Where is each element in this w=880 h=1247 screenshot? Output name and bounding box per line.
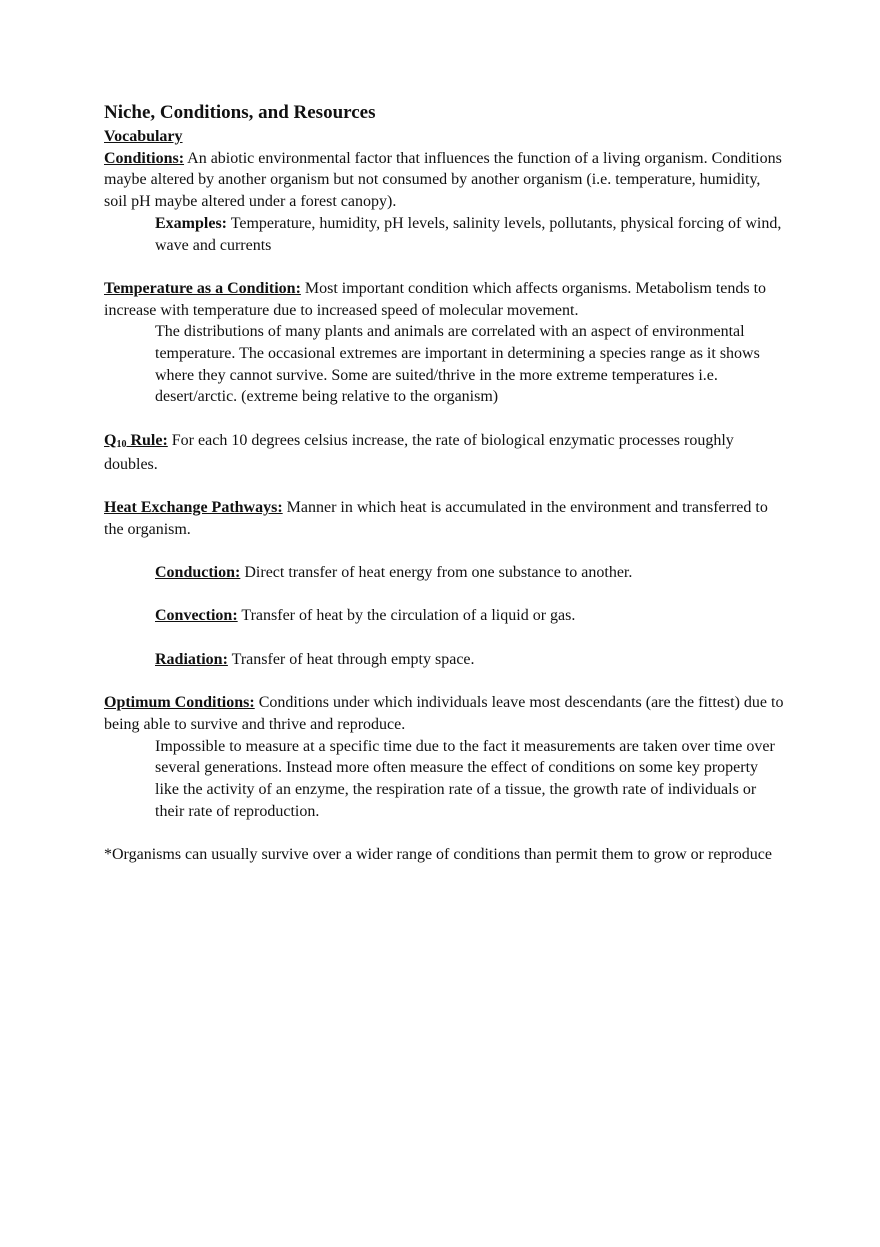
conditions-text: An abiotic environmental factor that influences the function of a living organism. Conditions maybe altered by another organism but not consumed by another organism (i.e. temperature, humidity, soil pH maybe altered under a forest canopy). (104, 149, 782, 211)
footnote: *Organisms can usually survive over a wider range of conditions than permit them to grow or reproduce (104, 846, 772, 864)
optimum-term: Optimum Conditions: (104, 694, 255, 712)
radiation-term: Radiation: (155, 650, 228, 668)
spacer (104, 627, 784, 649)
q10-text: For each 10 degrees celsius increase, the rate of biological enzymatic processes roughly doubles. (104, 431, 734, 473)
radiation-definition (104, 649, 784, 671)
vocabulary-heading: Vocabulary (104, 128, 183, 145)
conditions-definition (104, 148, 784, 213)
spacer (104, 822, 784, 844)
temperature-text: Most important condition which affects organisms. Metabolism tends to increase with temperature due to increased speed of molecular movement. (104, 279, 767, 319)
temperature-definition (104, 278, 784, 321)
conduction-term: Conduction: (155, 564, 241, 581)
temperature-term: Temperature as a Condition: (104, 279, 301, 297)
convection-definition (104, 605, 784, 627)
spacer (104, 475, 784, 497)
document-page (104, 100, 784, 866)
optimum-text: Conditions under which individuals leave most descendants (are the fittest) due to being able to survive and thrive and reproduce. (104, 694, 784, 733)
optimum-detail: Impossible to measure at a specific time due to the fact it measurements are taken over time over several generations. Instead more often measure the effect of conditions on some key property like the activity of an enzyme, the respiration rate of a tissue, the growth rate of individuals or their rate of reproduction. (155, 737, 775, 820)
heat-exchange-term: Heat Exchange Pathways: (104, 498, 283, 516)
spacer (104, 670, 784, 692)
convection-term: Convection: (155, 607, 238, 625)
q10-term-end: Rule: (126, 431, 168, 449)
q10-term-subscript: 10 (116, 438, 127, 450)
q10-term (104, 432, 168, 449)
spacer (104, 256, 784, 278)
conditions-examples (104, 213, 784, 256)
temperature-detail: The distributions of many plants and animals are correlated with an aspect of environmental temperature. The occasional extremes are important in determining a species range as it shows where they cannot survive. Some are suited/thrive in the more extreme temperatures i.e. desert/arctic. (extreme being relative to the organism) (155, 323, 760, 406)
page-title: Niche, Conditions, and Resources (104, 102, 376, 123)
heat-exchange-text: Manner in which heat is accumulated in the environment and transferred to the organism. (104, 498, 768, 538)
q10-term-main: Q (104, 431, 117, 449)
optimum-definition (104, 692, 784, 735)
spacer (104, 540, 784, 562)
convection-text: Transfer of heat by the circulation of a liquid or gas. (237, 607, 576, 625)
conduction-definition (104, 562, 784, 584)
examples-label: Examples: (155, 214, 227, 232)
conditions-term: Conditions: (104, 149, 185, 167)
conduction-text: Direct transfer of heat energy from one substance to another. (240, 564, 633, 581)
radiation-text: Transfer of heat through empty space. (227, 650, 475, 668)
heat-exchange-definition (104, 497, 784, 540)
spacer (104, 408, 784, 430)
q10-definition (104, 430, 784, 475)
spacer (104, 584, 784, 606)
examples-text: Temperature, humidity, pH levels, salinity levels, pollutants, physical forcing of wind, wave and currents (155, 214, 782, 254)
